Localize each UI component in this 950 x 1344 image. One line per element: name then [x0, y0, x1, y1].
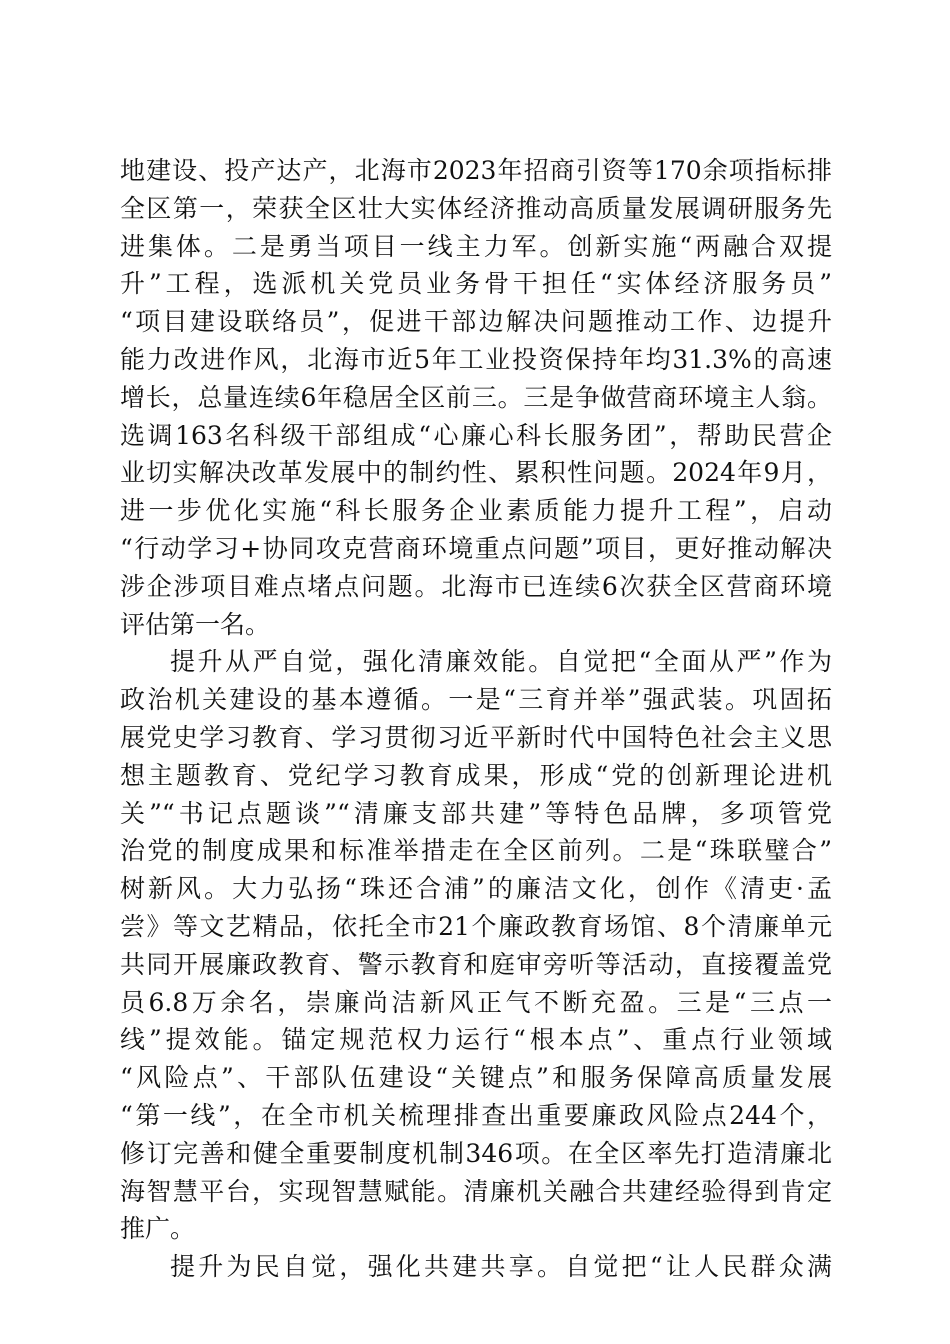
text-line: 想主题教育、党纪学习教育成果，形成“党的创新理论进机	[120, 760, 832, 790]
text-line: 关”“书记点题谈”“清廉支部共建”等特色品牌，多项管党	[120, 798, 832, 828]
text-line: “行动学习+协同攻克营商环境重点问题”项目，更好推动解决	[120, 533, 832, 563]
paragraph-start-line: 提升为民自觉，强化共建共享。自觉把“让人民群众满	[170, 1252, 832, 1282]
text-line: “项目建设联络员”，促进干部边解决问题推动工作、边提升	[120, 307, 832, 337]
paragraph-end-line: 推广。	[120, 1214, 196, 1244]
text-line: 海智慧平台，实现智慧赋能。清廉机关融合共建经验得到肯定	[120, 1176, 832, 1206]
text-line: 全区第一，荣获全区壮大实体经济推动高质量发展调研服务先	[120, 193, 832, 223]
text-line: “风险点”、干部队伍建设“关键点”和服务保障高质量发展	[120, 1063, 832, 1093]
text-line: 修订完善和健全重要制度机制346项。在全区率先打造清廉北	[120, 1138, 832, 1168]
paragraph-start-line: 提升从严自觉，强化清廉效能。自觉把“全面从严”作为	[170, 647, 832, 677]
text-line: “第一线”，在全市机关梳理排查出重要廉政风险点244个，	[120, 1100, 832, 1130]
text-line: 进一步优化实施“科长服务企业素质能力提升工程”，启动	[120, 496, 832, 526]
text-line: 展党史学习教育、学习贯彻习近平新时代中国特色社会主义思	[120, 722, 832, 752]
text-line: 政治机关建设的基本遵循。一是“三育并举”强武装。巩固拓	[120, 685, 832, 715]
text-line: 增长，总量连续6年稳居全区前三。三是争做营商环境主人翁。	[120, 382, 832, 412]
text-line: 升”工程，选派机关党员业务骨干担任“实体经济服务员”	[120, 269, 832, 299]
text-line: 进集体。二是勇当项目一线主力军。创新实施“两融合双提	[120, 231, 832, 261]
text-line: 尝》等文艺精品，依托全市21个廉政教育场馆、8个清廉单元	[120, 911, 832, 941]
text-line: 治党的制度成果和标准举措走在全区前列。二是“珠联璧合”	[120, 836, 832, 866]
text-line: 员6.8万余名，崇廉尚洁新风正气不断充盈。三是“三点一	[120, 987, 832, 1017]
document-body	[120, 152, 832, 1286]
text-line: 线”提效能。锚定规范权力运行“根本点”、重点行业领域	[120, 1025, 832, 1055]
paragraph-end-line: 评估第一名。	[120, 609, 271, 639]
text-line: 能力改进作风，北海市近5年工业投资保持年均31.3%的高速	[120, 344, 832, 374]
text-line: 地建设、投产达产，北海市2023年招商引资等170余项指标排	[120, 156, 832, 185]
text-line: 树新风。大力弘扬“珠还合浦”的廉洁文化，创作《清吏·孟	[120, 874, 832, 904]
text-line: 共同开展廉政教育、警示教育和庭审旁听等活动，直接覆盖党	[120, 949, 832, 979]
text-line: 涉企涉项目难点堵点问题。北海市已连续6次获全区营商环境	[120, 571, 832, 601]
text-line: 选调163名科级干部组成“心廉心科长服务团”，帮助民营企	[120, 420, 832, 450]
text-line: 业切实解决改革发展中的制约性、累积性问题。2024年9月，	[120, 458, 832, 488]
